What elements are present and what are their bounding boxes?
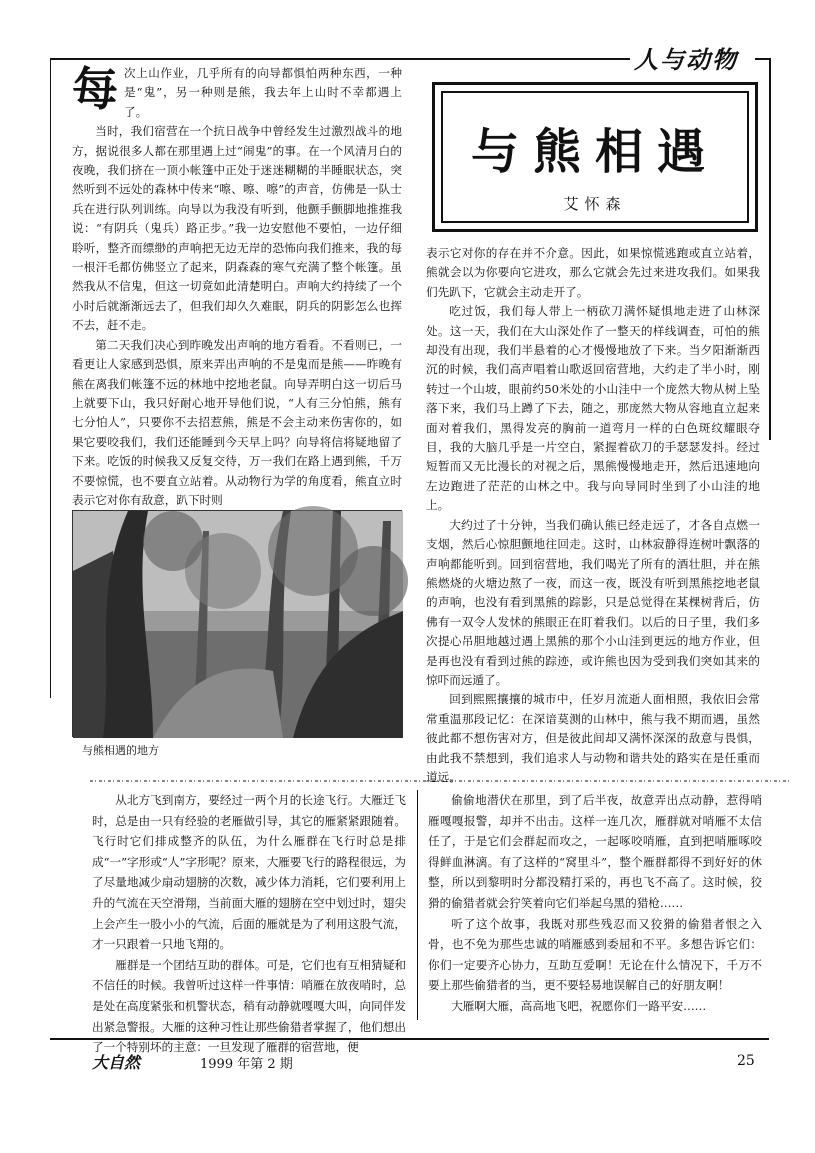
paragraph: 吃过饭，我们每人带上一柄砍刀满怀疑惧地走进了山林深处。这一天，我们在大山深处作了一整天的样线调查，可怕的熊却没有出现，我们半悬着的心才慢慢地放了下来。当夕阳渐渐西沉的时候，我们高声唱着山歌返回宿营地，大约走了半小时，刚转过一个山坡，眼前约50米处的小山洼中一个庞然大物从树上坠落下来，我们马上蹲了下去，随之，那庞然大物从容地直立起来面对着我们，黑得发亮的胸前一道弯月一样的白色斑纹耀眼夺目，我的大脑几乎是一片空白，紧握着砍刀的手瑟瑟发抖。经过短暂而又无比漫长的对视之后，黑熊慢慢地走开，然后迅速地向左边跑进了茫茫的山林之中。我与向导同时坐到了小山洼的地上。 bbox=[426, 304, 760, 513]
section-separator bbox=[90, 776, 790, 786]
paragraph: 回到熙熙攘攘的城市中，任岁月流逝人面相照，我依旧会常常重温那段记忆：在深谙莫测的山林中，熊与我不期而遇，虽然彼此都不想伤害对方，但是彼此间却又满怀深深的敌意与畏惧，由此我不禁想到，我们追求人与动物和谐共处的路实在是任重而道远。 bbox=[426, 692, 760, 784]
paragraph: 次上山作业，几乎所有的向导都惧怕两种东西，一种是“鬼”，另一种则是熊，我去年上山时不幸都遇上了。 bbox=[124, 66, 402, 119]
article-title: 与熊相遇 bbox=[470, 124, 719, 180]
photo-caption: 与熊相遇的地方 bbox=[82, 744, 159, 757]
forest-photo-image bbox=[73, 511, 403, 738]
article-column-left bbox=[72, 64, 402, 506]
drop-cap: 每 bbox=[72, 62, 118, 116]
paragraph: 听了这个故事，我既对那些残忍而又狡猾的偷猎者恨之入骨，也不免为那些忠诚的哨雁感到委屈和不平。多想告诉它们：你们一定要齐心协力，互助互爱啊！无论在什么情况下，千万不要上那些偷猎者的当，更不要轻易地误解自己的好朋友啊！ bbox=[428, 916, 762, 993]
forest-photo bbox=[72, 510, 402, 737]
article-author: 艾怀森 bbox=[563, 195, 627, 213]
title-box bbox=[432, 82, 758, 232]
magazine-name: 大自然 bbox=[92, 1053, 141, 1072]
title-box-inner-frame bbox=[441, 91, 749, 223]
header-rule-right bbox=[755, 58, 769, 60]
page-number: 25 bbox=[737, 1053, 755, 1069]
column-divider bbox=[417, 790, 418, 1020]
header-rule bbox=[50, 58, 630, 60]
article-column-right bbox=[426, 244, 760, 784]
paragraph: 大约过了十分钟，当我们确认熊已经走远了，才各自点燃一支烟，然后心惊胆颤地往回走。这时，山林寂静得连树叶飘落的声响都能听到。回到宿营地，我们喝光了所有的酒壮胆，并在熊熊燃烧的火塘边熬了一夜，而这一夜，既没有听到黑熊挖地老鼠的声响，也没有看到黑熊的踪影，只是总觉得在某棵树背后，仿佛有一双令人发怵的熊眼正在盯着我们。以后的日子里，我们多次提心吊胆地越过遇上黑熊的那个小山洼到更远的地方作业，但是再也没有看到过熊的踪迹，或许熊也因为受到我们突如其来的惊吓而远遁了。 bbox=[426, 517, 760, 687]
footer-rule bbox=[50, 1038, 769, 1040]
paragraph: 当时，我们宿营在一个抗日战争中曾经发生过激烈战斗的地方，据说很多人都在那里遇上过“闹鬼”的事。在一个风清月白的夜晚，我们挤在一顶小帐篷中正处于迷迷糊糊的半睡眠状态，突然听到不远处的森林中传来“嚓、嚓、嚓”的声音，仿佛是一队士兵在进行队列训练。向导以为我没有听到，他颤手颤脚地推推我说：“有阴兵（鬼兵）路正步。”我一边安慰他不要怕，一边仔细聆听，整齐而缥缈的声响把无边无岸的恐怖向我们推来，我的每一根汗毛都仿佛竖立了起来，阴森森的寒气充满了整个帐篷。虽然我从不信鬼，但这一切竟如此清楚明白。声响大约持续了一个小时后就渐渐远去了，但我们却久久难眠，阴兵的阴影怎么也挥不去，赶不走。 bbox=[72, 124, 402, 333]
paragraph: 大雁啊大雁，高高地飞吧，祝愿你们一路平安…… bbox=[451, 998, 707, 1013]
paragraph: 雁群是一个团结互助的群体。可是，它们也有互相猜疑和不信任的时候。我曾听过这样一件事情：哨雁在放夜哨时，总是处在高度紧张和机警状态，稍有动静就嘎嘎大叫，向同伴发出紧急警报。大雁的这种习性让那些偷猎者掌握了，他们想出了一个特别坏的主意：一旦发现了雁群的宿营地，便 bbox=[92, 957, 406, 1055]
goose-column-right bbox=[428, 790, 762, 1028]
paragraph: 偷偷地潜伏在那里，到了后半夜，故意弄出点动静，惹得哨雁嘎嘎报警，却并不出击。这样一连几次，雁群就对哨雁不太信任了，于是它们会群起而攻之，一起啄咬哨雁，直到把哨雁啄咬得鲜血淋漓。有了这样的“窝里斗”，整个雁群都得不到好好的休整，所以到黎明时分都没精打采的，再也飞不高了。这时候，狡猾的偷猎者就会狞笑着向它们举起乌黑的猎枪…… bbox=[428, 793, 762, 910]
right-border-line bbox=[769, 58, 771, 440]
paragraph: 第二天我们决心到昨晚发出声响的地方看看。不看则已，一看更让人家感到恐惧，原来弄出声响的不是鬼而是熊——昨晚有熊在离我们帐篷不远的林地中挖地老鼠。向导弄明白这一切后马上就要下山，我只好耐心地开导他们说，“人有三分怕熊，熊有七分怕人”，只要你不去招惹熊，熊是不会主动来伤害你的，如果它要咬我们，我们还能睡到今天早上吗？向导将信将疑地留了下来。吃饭的时候我又反复交待，万一我们在路上遇到熊，千万不要惊慌，也不要直立站着。从动物行为学的角度看，熊直立时表示它对你有敌意，趴下时则 bbox=[72, 337, 402, 507]
left-border-line bbox=[50, 58, 51, 698]
paragraph: 表示它对你的存在并不介意。因此，如果惊慌逃跑或直立站着，熊就会以为你要向它进攻，那么它就会先过来进攻我们。如果我们先趴下，它就会主动走开了。 bbox=[426, 246, 760, 299]
goose-column-left bbox=[92, 790, 406, 1055]
section-tag: 人与动物 bbox=[634, 45, 738, 74]
paragraph: 从北方飞到南方，要经过一两个月的长途飞行。大雁迁飞时，总是由一只有经验的老雁做引导，其它的雁紧紧跟随着。飞行时它们排成整齐的队伍，为什么雁群在飞行时总是排成“一”字形或“人”字形呢？原来，大雁要飞行的路程很远，为了尽量地减少扇动翅膀的次数，减少体力消耗，它们要利用上升的气流在天空滑翔，当前面大雁的翅膀在空中划过时，翅尖上会产生一股小小的气流，后面的雁就是为了利用这股气流，才一只跟着一只地飞翔的。 bbox=[92, 793, 406, 952]
issue-label: 1999 年第 2 期 bbox=[200, 1057, 293, 1072]
